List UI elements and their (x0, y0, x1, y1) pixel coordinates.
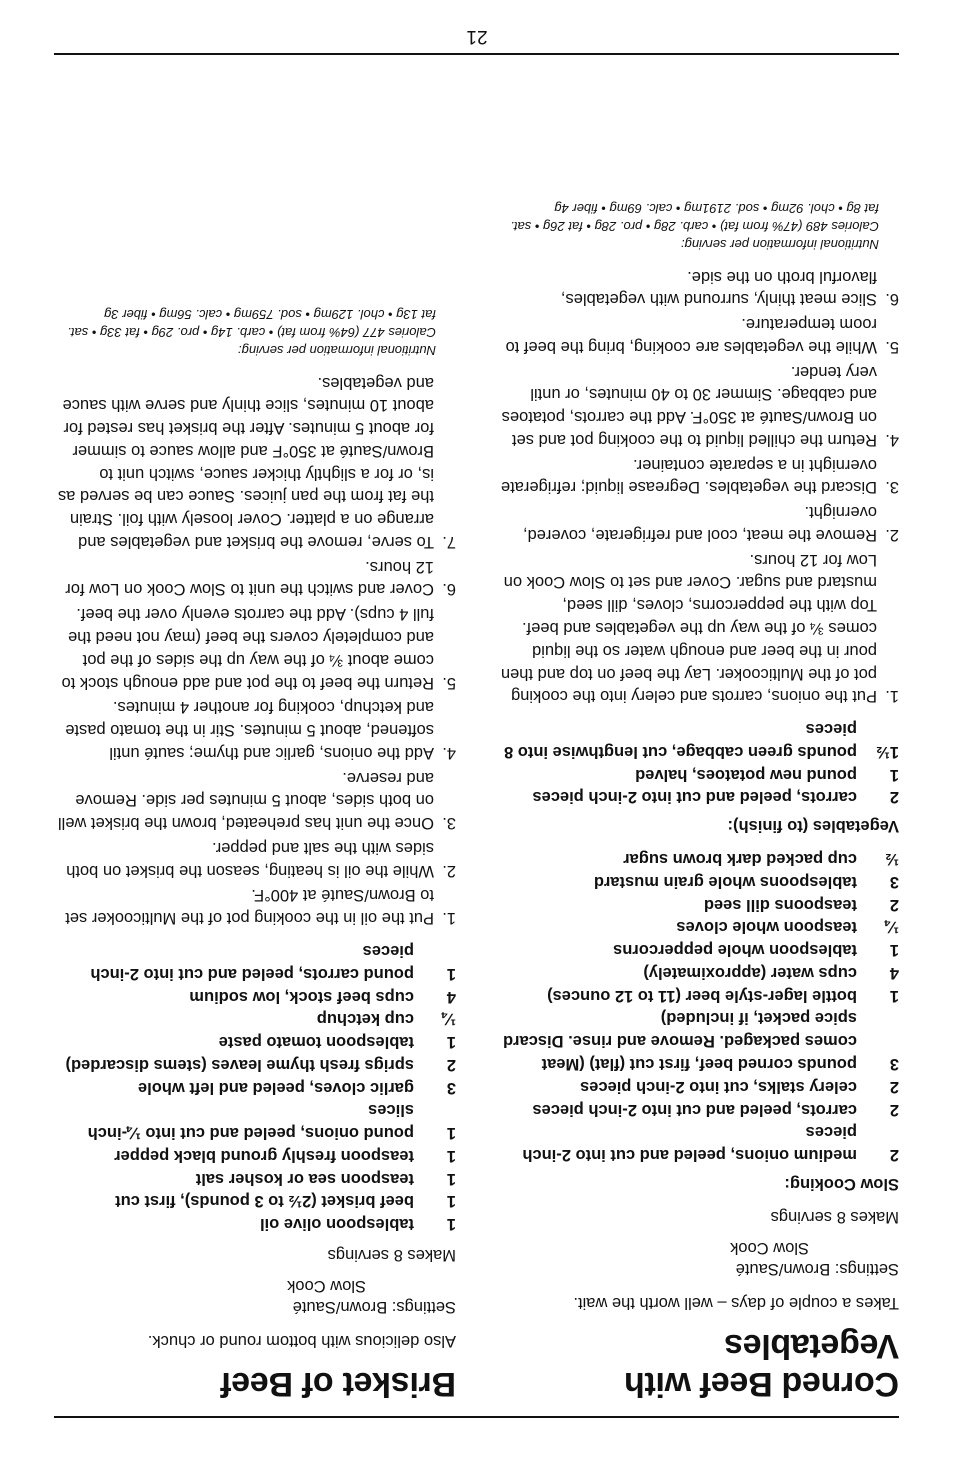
servings: Makes 8 servings (327, 1245, 456, 1264)
ingredient-quantity: 2 (889, 1077, 899, 1096)
bottom-rule (54, 53, 899, 55)
step-text: Return the beef to the pot and add enough stock to come about ¾ of the way up the sides of the pot and completely covers the beef (may not need the full 4 cups). Add the carrots evenly over the beef. (61, 605, 434, 692)
ingredient-name: carrots, peeled and cut into 2-inch pieces (532, 1100, 857, 1119)
step-number: 4. (885, 430, 899, 449)
ingredient-quantity: 3 (889, 1055, 899, 1074)
ingredient-item (56, 1144, 456, 1167)
step-item (56, 884, 456, 930)
step-number: 2. (442, 861, 456, 880)
ingredient-name: cup ketchup (316, 1010, 414, 1029)
step-item (56, 696, 456, 764)
step-item (56, 836, 456, 882)
step-text: Cover and switch the unit to Slow Cook on Low for 12 hours. (65, 557, 434, 599)
ingredient-item (499, 847, 899, 870)
ingredient-name: medium onions, peeled and cut into 2-inch pieces (522, 1123, 857, 1165)
ingredient-quantity: 1½ (876, 742, 899, 761)
recipe-settings (499, 1237, 899, 1280)
ingredient-item (499, 870, 899, 893)
ingredient-item (56, 1053, 456, 1076)
ingredient-quantity: 2 (889, 895, 899, 914)
ingredient-name: pound onions, peeled and cut into ¼-inch slices (87, 1101, 414, 1143)
ingredient-quantity: 1 (446, 1146, 456, 1165)
step-text: While the oil is heating, season the brisket on both sides with the salt and pepper. (66, 838, 434, 880)
step-item (499, 453, 899, 499)
step-item (499, 548, 899, 707)
page-number: 21 (466, 26, 488, 47)
step-list (499, 265, 899, 708)
nutrition-label: Nutritional information per serving: (238, 342, 436, 358)
ingredient-item (499, 984, 899, 1007)
ingredient-name: tablespoon olive oil (259, 1215, 414, 1234)
setting-value: Slow Cook (287, 1277, 366, 1296)
step-item (499, 312, 899, 358)
ingredient-quantity: 2 (889, 1100, 899, 1119)
step-item (56, 555, 456, 601)
ingredient-name: garlic cloves, peeled and left whole (137, 1078, 414, 1097)
ingredient-name: cup packed dark brown sugar (623, 850, 857, 869)
step-text: Slice meat thinly, surround with vegetables, flavorful broth on the side. (560, 267, 877, 309)
ingredient-name: beef brisket (2½ to 3 pounds), first cut (115, 1192, 414, 1211)
ingredient-quantity: 1 (446, 964, 456, 983)
step-number: 3. (442, 814, 456, 833)
ingredient-quantity: ½ (885, 850, 899, 869)
step-number: 4. (442, 743, 456, 762)
ingredient-item (499, 1075, 899, 1098)
ingredient-name: sprigs fresh thyme leaves (stems discarded) (65, 1055, 414, 1074)
recipe-intro: Also delicious with bottom round or chuck. (147, 1331, 456, 1350)
ingredient-name: pounds green cabbage, cut lengthwise into 8 pieces (504, 720, 857, 761)
ingredient-name: pound new potatoes, halved (635, 765, 857, 784)
ingredient-item (499, 1098, 899, 1121)
step-number: 3. (885, 478, 899, 497)
settings-label: Settings: (834, 1260, 899, 1279)
step-item (56, 371, 456, 553)
ingredient-name: teaspoon freshly ground black pepper (114, 1146, 414, 1165)
ingredient-item (499, 916, 899, 939)
ingredient-quantity: ¼ (885, 918, 899, 937)
ingredient-item (499, 938, 899, 961)
ingredient-item (499, 763, 899, 786)
ingredient-quantity: 2 (889, 1146, 899, 1165)
ingredient-quantity: 3 (889, 872, 899, 891)
ingredient-name: teaspoons dill seed (703, 895, 857, 914)
ingredient-item (56, 1076, 456, 1099)
step-text: Remove the meat, cool and refrigerate, covered, overnight. (522, 503, 877, 544)
step-number: 5. (442, 673, 456, 692)
nutrition-info (499, 199, 899, 253)
step-text: Put the onions, carrots and celery into the cooking pot of the Multicooker. Lay the beef on top and then pour in the beer and enough water so the liquid comes ¾ of the way up the vegetables and beef. Top with the peppercorns, cloves, dill seed, mustard and sugar. Cover and set to Slow Cook on Low for 12 hours. (500, 550, 877, 706)
step-number: 6. (442, 580, 456, 599)
ingredient-quantity: 4 (889, 963, 899, 982)
step-text: Once the unit has preheated, brown the brisket well on both sides, about 5 minutes per side. Remove and reserve. (57, 768, 434, 833)
step-number: 7. (442, 532, 456, 551)
ingredient-item (499, 717, 899, 763)
ingredient-list (499, 847, 899, 1166)
ingredient-name: celery stalks, cut into 2-inch pieces (580, 1077, 857, 1096)
recipe-brisket (56, 305, 456, 1403)
step-text: While the vegetables are cooking, bring the beef to room temperature. (505, 315, 877, 356)
ingredient-name: pounds corned beef, first cut (flat) (Meat comes packaged. Remove and rinse. Discard spice packet, if included) (503, 1009, 857, 1074)
step-item (56, 603, 456, 694)
ingredient-item (499, 1007, 899, 1075)
ingredient-item (499, 786, 899, 809)
recipe-title: Corned Beef with Vegetables (624, 1326, 899, 1403)
ingredient-quantity: 1 (889, 765, 899, 784)
step-text: Return the chilled liquid to the cooking pot and set on Brown/Sauté at 350°F. Add the carrots, potatoes and cabbage. Simmer 30 to 40 minutes, or until very tender. (501, 362, 877, 449)
nutrition-info (56, 305, 456, 359)
step-item (499, 360, 899, 451)
nutrition-values: Calories 489 (47% from fat) • carb. 28g • pro. 28g • fat 26g • sat. fat 8g • chol. 92mg • sod. 2191mg • calc. 69mg • fiber 4g (510, 200, 879, 234)
ingredient-name: teaspoon whole cloves (676, 918, 857, 937)
ingredient-quantity: 1 (446, 1169, 456, 1188)
step-item (56, 766, 456, 834)
ingredient-item (56, 1030, 456, 1053)
section-heading: Vegetables (to finish): (727, 817, 899, 836)
step-text: Put the oil in the cooking pot of the Multicooker set to Brown/Sauté at 400°F. (65, 886, 434, 928)
step-item (499, 265, 899, 311)
step-number: 1. (442, 909, 456, 928)
recipe-settings (56, 1275, 456, 1318)
ingredient-list (499, 717, 899, 808)
recipe-corned-beef (499, 199, 899, 1403)
ingredient-quantity: ¼ (442, 1010, 456, 1029)
top-rule (54, 1416, 899, 1418)
step-item (499, 500, 899, 546)
section-heading: Slow Cooking: (784, 1175, 899, 1194)
ingredient-name: tablespoon tomato paste (218, 1033, 414, 1052)
ingredient-quantity: 1 (889, 941, 899, 960)
ingredient-item (56, 1008, 456, 1031)
step-number: 1. (885, 687, 899, 706)
setting-value: Brown/Sauté (292, 1298, 388, 1317)
ingredient-item (56, 939, 456, 985)
step-text: Discard the vegetables. Degrease liquid; refrigerate overnight in a separate container. (500, 455, 877, 497)
ingredient-quantity: 2 (446, 1055, 456, 1074)
step-number: 6. (885, 290, 899, 309)
recipe-title: Brisket of Beef (220, 1365, 456, 1403)
nutrition-label: Nutritional information per serving: (681, 236, 879, 252)
ingredient-quantity: 1 (446, 1124, 456, 1143)
ingredient-quantity: 1 (889, 986, 899, 1005)
nutrition-values: Calories 477 (64% from fat) • carb. 14g • pro. 29g • fat 33g • sat. fat 13g • chol. 129mg • sod. 759mg • calc. 56mg • fiber 3g (67, 306, 436, 340)
setting-value: Brown/Sauté (735, 1260, 831, 1279)
servings: Makes 8 servings (770, 1207, 899, 1226)
ingredient-item (499, 1121, 899, 1167)
ingredient-name: cups beef stock, low sodium (189, 987, 414, 1006)
ingredient-item (56, 1212, 456, 1235)
ingredient-item (56, 1167, 456, 1190)
step-text: Add the onions, garlic and thyme; sauté until softened, about 5 minutes. Stir in the tomato paste and ketchup, cooking for another 4 minutes. (65, 698, 434, 762)
settings-label: Settings: (391, 1298, 456, 1317)
step-number: 5. (885, 337, 899, 356)
ingredient-item (56, 1099, 456, 1145)
ingredient-name: cups water (approximately) (643, 963, 857, 982)
ingredient-quantity: 4 (446, 987, 456, 1006)
ingredient-name: bottle lager-style beer (11 to 12 ounces) (547, 986, 857, 1005)
ingredient-name: pound carrots, peeled and cut into 2-inch pieces (90, 941, 414, 983)
setting-value: Slow Cook (730, 1238, 809, 1257)
ingredient-quantity: 2 (889, 788, 899, 807)
ingredient-name: tablespoon whole peppercorns (613, 941, 857, 960)
ingredient-item (56, 985, 456, 1008)
step-text: To serve, remove the brisket and vegetables and arrange on a platter. Cover loosely with foil. Strain the fat from the pan juices. Sauce can be served as is, or for a slightly thicker sauce, switch unit to Brown/Sauté at 350°F and allow sauce to simmer for about 5 minutes. After the brisket has rested for about 10 minutes, slice thinly and serve with sauce and vegetables. (57, 373, 434, 551)
recipe-intro: Takes a couple of days – well worth the wait. (573, 1293, 899, 1312)
ingredient-list (56, 939, 456, 1235)
ingredient-item (56, 1190, 456, 1213)
step-number: 2. (885, 525, 899, 544)
step-list (56, 371, 456, 929)
ingredient-quantity: 1 (446, 1192, 456, 1211)
ingredient-item (499, 893, 899, 916)
ingredient-item (499, 961, 899, 984)
ingredient-quantity: 3 (446, 1078, 456, 1097)
ingredient-name: carrots, peeled and cut into 2-inch pieces (532, 788, 857, 807)
ingredient-name: tablespoons whole grain mustard (593, 872, 857, 891)
ingredient-quantity: 1 (446, 1033, 456, 1052)
ingredient-name: teaspoon sea or kosher salt (195, 1169, 414, 1188)
ingredient-quantity: 1 (446, 1215, 456, 1234)
